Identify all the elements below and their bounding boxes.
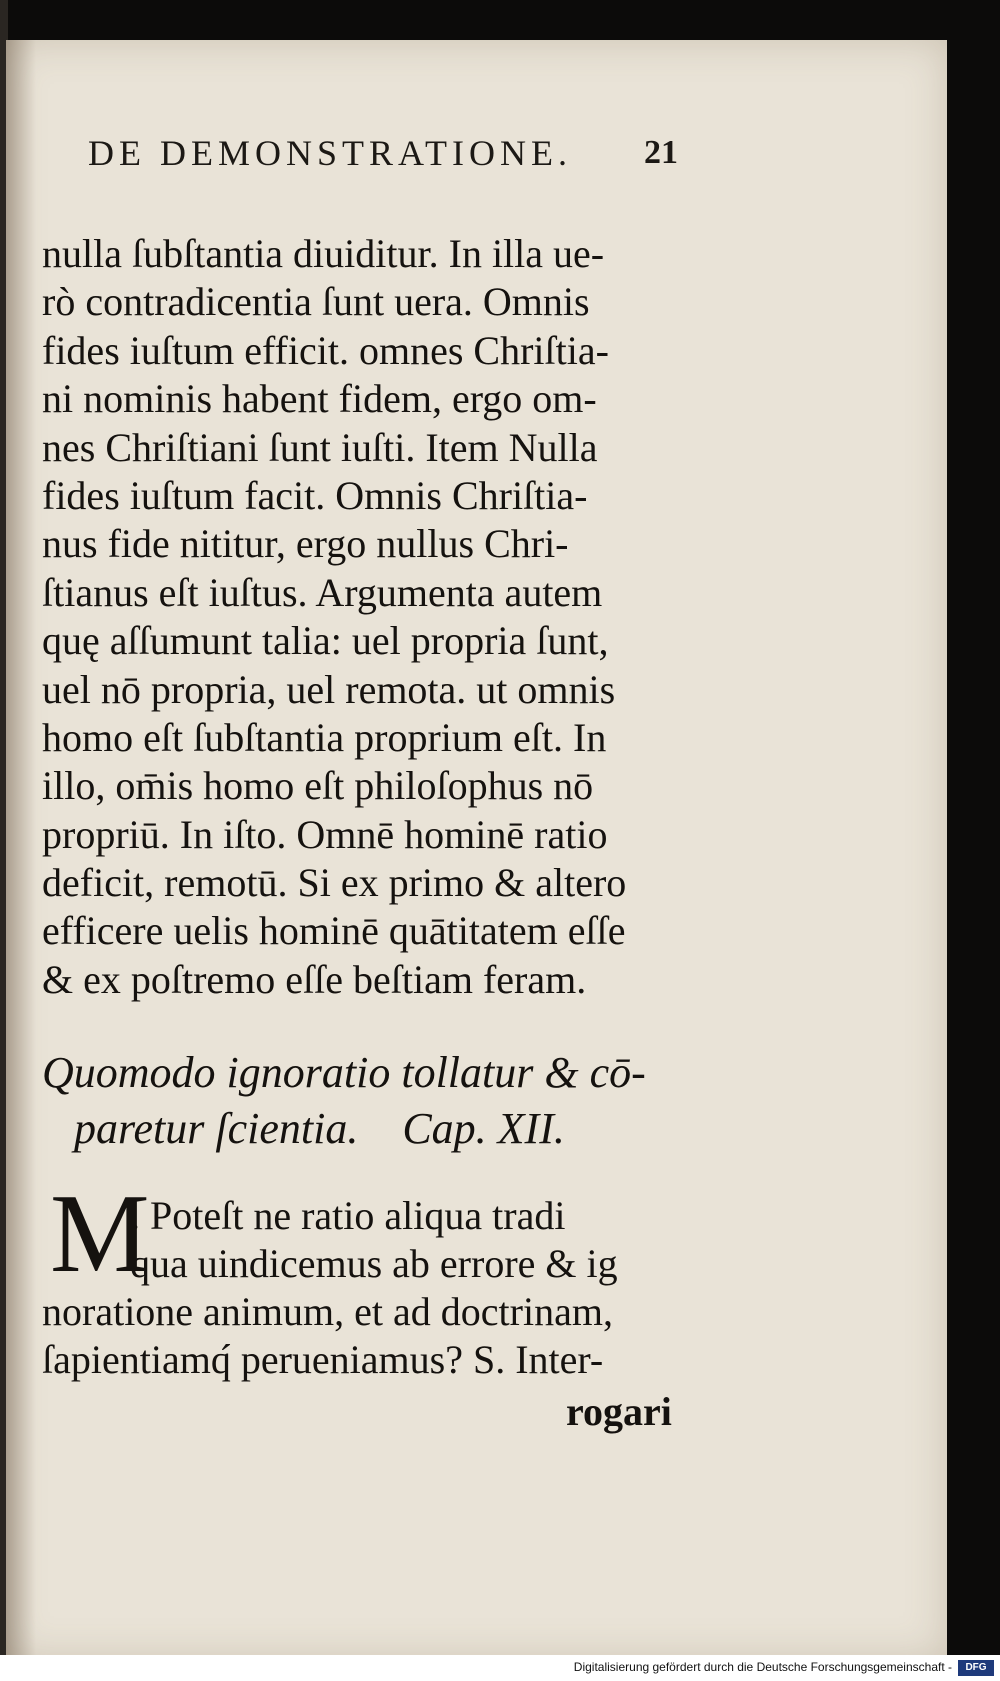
book-page — [6, 40, 947, 1660]
text-line: qua uindicemus ab errore & ig — [130, 1241, 618, 1286]
text-line: ſtianus eſt iuſtus. Argumenta autem — [42, 569, 603, 615]
text-line: homo eſt ſubſtantia proprium eſt. In — [42, 714, 607, 760]
body-paragraph — [42, 230, 692, 1004]
text-line: & ex poſtremo eſſe beſtiam feram. — [42, 956, 587, 1002]
text-line: efficere uelis hominē quātitatem eſſe — [42, 908, 626, 954]
running-head: DE DEMONSTRATIONE. — [88, 133, 572, 173]
text-line: quę aſſumunt talia: uel propria ſunt, — [42, 618, 609, 664]
text-line: nulla ſubſtantia diuiditur. In illa ue- — [42, 231, 605, 276]
dfg-logo: DFG — [958, 1660, 994, 1676]
text-line: illo, om̄is homo eſt philoſophus nō — [42, 763, 594, 809]
text-line: ni nominis habent fidem, ergo om- — [42, 376, 597, 422]
text-line: ſapientiamq́ perueniamus? S. Inter- — [42, 1337, 604, 1382]
catchword: rogari — [566, 1389, 672, 1434]
page-number: 21 — [644, 134, 678, 171]
page-header — [88, 132, 678, 182]
text-line: noratione animum, et ad doctrinam, — [42, 1289, 613, 1334]
text-line: nes Chriſtiani ſunt iuſti. Item Nulla — [42, 424, 598, 470]
text-line: fides iuſtum efficit. omnes Chriſtia- — [42, 327, 609, 373]
drop-cap: M — [50, 1172, 150, 1296]
text-line: uel nō propria, uel remota. ut omnis — [42, 666, 616, 712]
funding-credit: Digitalisierung gefördert durch die Deutsche Forschungsgemeinschaft - — [573, 1660, 952, 1674]
chapter-title-line: Quomodo ignoratio tollatur & cō- — [42, 1048, 646, 1097]
text-line: fides iuſtum facit. Omnis Chriſtia- — [42, 472, 588, 518]
second-paragraph — [42, 1172, 692, 1384]
text-line: nus fide nititur, ergo nullus Chri- — [42, 521, 569, 567]
chapter-title-line — [42, 1101, 692, 1157]
text-line: . Poteſt ne ratio aliqua tradi — [130, 1193, 566, 1238]
text-line: rò contradicentia ſunt uera. Omnis — [42, 279, 590, 325]
text-line: propriū. In iſto. Omnē hominē ratio — [42, 811, 608, 857]
footer-bar — [0, 1655, 1000, 1681]
chapter-heading — [42, 1045, 692, 1157]
text-line: deficit, remotū. Si ex primo & altero — [42, 860, 627, 906]
chapter-number: Cap. XII. — [402, 1104, 565, 1153]
chapter-title-text: paretur ſcientia. — [74, 1104, 359, 1153]
